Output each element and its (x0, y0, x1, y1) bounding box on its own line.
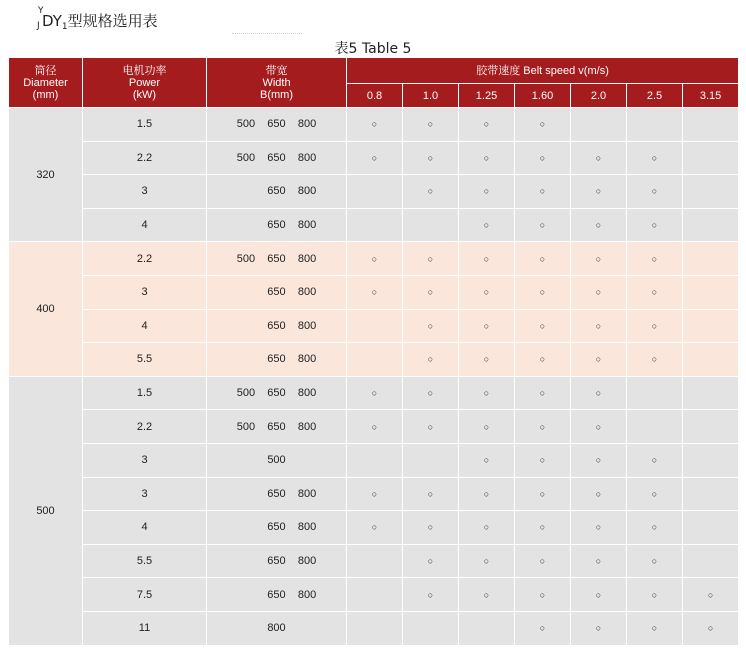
width-cell: 650 800 (207, 208, 347, 242)
available-mark: ○ (515, 141, 571, 175)
available-mark: ○ (627, 544, 683, 578)
empty-cell (347, 208, 403, 242)
empty-cell (347, 175, 403, 209)
table-row (9, 477, 739, 511)
available-mark: ○ (459, 544, 515, 578)
empty-cell (403, 611, 459, 645)
available-mark: ○ (403, 578, 459, 612)
width-cell: 650 800 (207, 544, 347, 578)
width-cell: 650 800 (207, 511, 347, 545)
power-cell: 3 (83, 443, 207, 477)
available-mark: ○ (459, 410, 515, 444)
available-mark: ○ (347, 108, 403, 142)
available-mark: ○ (459, 141, 515, 175)
header-speed-value: 3.15 (683, 84, 739, 108)
empty-cell (347, 578, 403, 612)
empty-cell (683, 108, 739, 142)
header-speed-value: 1.60 (515, 84, 571, 108)
width-cell: 500 650 800 (207, 376, 347, 410)
table-row (9, 443, 739, 477)
title-suffix: 型规格选用表 (67, 12, 158, 30)
empty-cell (403, 208, 459, 242)
title-subscript: 1 (61, 22, 68, 32)
available-mark: ○ (459, 108, 515, 142)
available-mark: ○ (515, 108, 571, 142)
spec-table (8, 57, 739, 646)
table-row (9, 275, 739, 309)
table-row (9, 544, 739, 578)
power-cell: 5.5 (83, 544, 207, 578)
empty-cell (683, 376, 739, 410)
title-prefix: DY (42, 12, 62, 30)
header-speed-value: 2.0 (571, 84, 627, 108)
available-mark: ○ (683, 611, 739, 645)
power-cell: 11 (83, 611, 207, 645)
available-mark: ○ (459, 477, 515, 511)
available-mark: ○ (571, 208, 627, 242)
diameter-cell: 500 (9, 376, 83, 645)
width-cell: 650 800 (207, 175, 347, 209)
empty-cell (683, 141, 739, 175)
available-mark: ○ (515, 544, 571, 578)
empty-cell (571, 108, 627, 142)
available-mark: ○ (403, 175, 459, 209)
available-mark: ○ (627, 511, 683, 545)
available-mark: ○ (515, 611, 571, 645)
available-mark: ○ (459, 443, 515, 477)
available-mark: ○ (571, 410, 627, 444)
available-mark: ○ (515, 578, 571, 612)
available-mark: ○ (571, 242, 627, 276)
available-mark: ○ (459, 242, 515, 276)
power-cell: 4 (83, 309, 207, 343)
available-mark: ○ (403, 376, 459, 410)
power-cell: 3 (83, 477, 207, 511)
width-cell: 650 800 (207, 309, 347, 343)
available-mark: ○ (627, 611, 683, 645)
page-title (36, 6, 158, 32)
empty-cell (347, 309, 403, 343)
available-mark: ○ (571, 477, 627, 511)
available-mark: ○ (571, 309, 627, 343)
power-cell: 3 (83, 175, 207, 209)
available-mark: ○ (571, 275, 627, 309)
table-row (9, 141, 739, 175)
available-mark: ○ (403, 108, 459, 142)
table-row (9, 343, 739, 377)
power-cell: 5.5 (83, 343, 207, 377)
empty-cell (683, 343, 739, 377)
available-mark: ○ (403, 309, 459, 343)
header-belt-speed: 胶带速度 Belt speed v(m/s) (347, 58, 739, 84)
width-cell: 650 800 (207, 275, 347, 309)
empty-cell (347, 443, 403, 477)
table-row (9, 309, 739, 343)
available-mark: ○ (515, 343, 571, 377)
table-row (9, 242, 739, 276)
power-cell: 3 (83, 275, 207, 309)
available-mark: ○ (403, 410, 459, 444)
empty-cell (627, 108, 683, 142)
available-mark: ○ (571, 578, 627, 612)
table-row (9, 611, 739, 645)
available-mark: ○ (571, 141, 627, 175)
diameter-cell: 320 (9, 108, 83, 242)
available-mark: ○ (571, 376, 627, 410)
width-cell: 500 650 800 (207, 108, 347, 142)
available-mark: ○ (515, 410, 571, 444)
available-mark: ○ (515, 443, 571, 477)
available-mark: ○ (627, 275, 683, 309)
available-mark: ○ (571, 544, 627, 578)
power-cell: 2.2 (83, 141, 207, 175)
width-cell: 650 800 (207, 343, 347, 377)
available-mark: ○ (347, 376, 403, 410)
available-mark: ○ (627, 208, 683, 242)
available-mark: ○ (515, 175, 571, 209)
power-cell: 4 (83, 208, 207, 242)
power-cell: 7.5 (83, 578, 207, 612)
available-mark: ○ (571, 611, 627, 645)
diameter-cell: 400 (9, 242, 83, 376)
table-row (9, 511, 739, 545)
empty-cell (683, 309, 739, 343)
empty-cell (403, 443, 459, 477)
empty-cell (347, 544, 403, 578)
available-mark: ○ (515, 242, 571, 276)
width-cell: 650 800 (207, 477, 347, 511)
available-mark: ○ (627, 443, 683, 477)
available-mark: ○ (459, 511, 515, 545)
header-speed-value: 0.8 (347, 84, 403, 108)
empty-cell (683, 443, 739, 477)
header-speed-value: 1.0 (403, 84, 459, 108)
empty-cell (347, 343, 403, 377)
available-mark: ○ (627, 343, 683, 377)
empty-cell (683, 544, 739, 578)
available-mark: ○ (683, 578, 739, 612)
width-cell: 500 650 800 (207, 141, 347, 175)
header-power: 电机功率 Power (kW) (83, 58, 207, 108)
width-cell: 500 650 800 (207, 410, 347, 444)
available-mark: ○ (347, 410, 403, 444)
power-cell: 2.2 (83, 410, 207, 444)
empty-cell (683, 208, 739, 242)
available-mark: ○ (515, 477, 571, 511)
available-mark: ○ (515, 309, 571, 343)
power-cell: 2.2 (83, 242, 207, 276)
available-mark: ○ (627, 477, 683, 511)
empty-cell (459, 611, 515, 645)
available-mark: ○ (627, 309, 683, 343)
table-row (9, 376, 739, 410)
header-width: 带宽 Width B(mm) (207, 58, 347, 108)
available-mark: ○ (403, 275, 459, 309)
title-ic-top: Y (38, 6, 44, 16)
available-mark: ○ (571, 443, 627, 477)
width-cell: 800 (207, 611, 347, 645)
available-mark: ○ (347, 477, 403, 511)
available-mark: ○ (459, 275, 515, 309)
empty-cell (683, 477, 739, 511)
width-cell: 500 650 800 (207, 242, 347, 276)
available-mark: ○ (515, 376, 571, 410)
power-cell: 4 (83, 511, 207, 545)
empty-cell (683, 242, 739, 276)
header-speed-value: 2.5 (627, 84, 683, 108)
available-mark: ○ (347, 242, 403, 276)
power-cell: 1.5 (83, 108, 207, 142)
available-mark: ○ (459, 376, 515, 410)
available-mark: ○ (403, 343, 459, 377)
spec-table-body (9, 108, 739, 646)
width-cell: 500 (207, 443, 347, 477)
available-mark: ○ (627, 242, 683, 276)
available-mark: ○ (403, 477, 459, 511)
title-ic-bottom: J (37, 21, 40, 31)
available-mark: ○ (627, 175, 683, 209)
decorative-divider (232, 33, 302, 34)
empty-cell (347, 611, 403, 645)
available-mark: ○ (403, 141, 459, 175)
available-mark: ○ (515, 511, 571, 545)
available-mark: ○ (571, 175, 627, 209)
header-speed-value: 1.25 (459, 84, 515, 108)
available-mark: ○ (571, 343, 627, 377)
empty-cell (683, 175, 739, 209)
available-mark: ○ (403, 511, 459, 545)
table-row (9, 175, 739, 209)
available-mark: ○ (571, 511, 627, 545)
empty-cell (627, 410, 683, 444)
available-mark: ○ (627, 141, 683, 175)
empty-cell (683, 275, 739, 309)
available-mark: ○ (347, 511, 403, 545)
available-mark: ○ (515, 275, 571, 309)
table-row (9, 108, 739, 142)
available-mark: ○ (459, 343, 515, 377)
empty-cell (627, 376, 683, 410)
available-mark: ○ (347, 275, 403, 309)
available-mark: ○ (459, 175, 515, 209)
available-mark: ○ (347, 141, 403, 175)
table-row (9, 410, 739, 444)
available-mark: ○ (403, 544, 459, 578)
header-diameter: 筒径 Diameter (mm) (9, 58, 83, 108)
empty-cell (683, 511, 739, 545)
power-cell: 1.5 (83, 376, 207, 410)
table-caption: 表5 Table 5 (334, 41, 412, 57)
empty-cell (683, 410, 739, 444)
width-cell: 650 800 (207, 578, 347, 612)
table-row (9, 208, 739, 242)
available-mark: ○ (459, 578, 515, 612)
table-row (9, 578, 739, 612)
available-mark: ○ (403, 242, 459, 276)
available-mark: ○ (627, 578, 683, 612)
available-mark: ○ (459, 208, 515, 242)
available-mark: ○ (459, 309, 515, 343)
available-mark: ○ (515, 208, 571, 242)
